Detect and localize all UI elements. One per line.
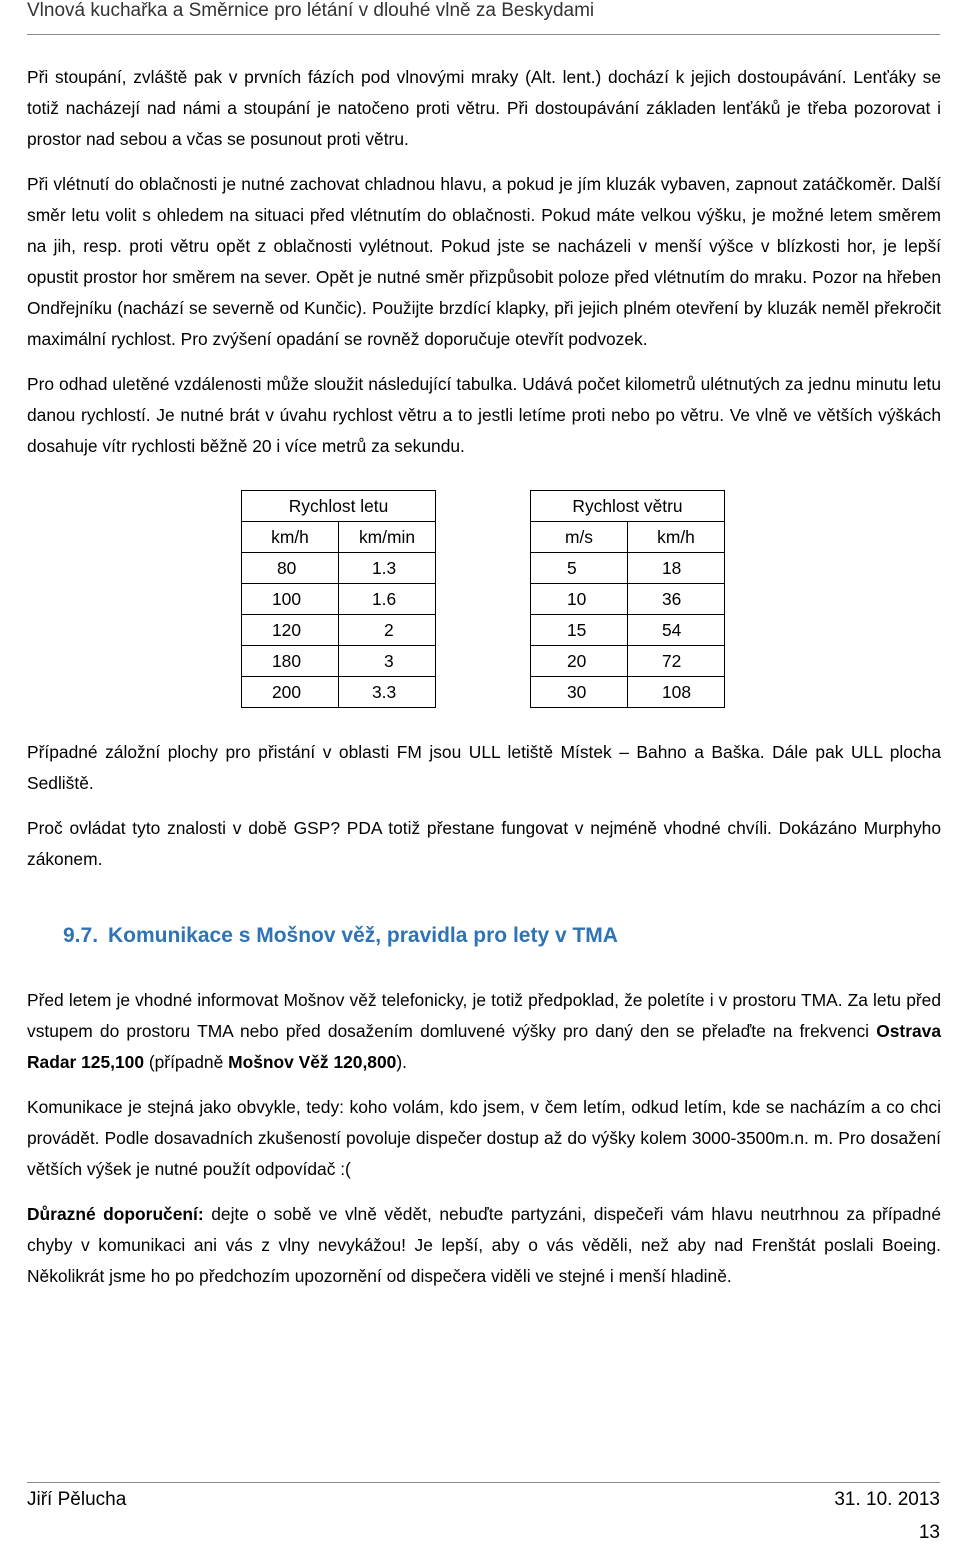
table-col-header: km/h	[242, 522, 339, 553]
paragraph: Pro odhad uletěné vzdálenosti může sloužit následující tabulka. Udává počet kilometrů ulétnutých za jednu minutu letu danou rychlostí. Je nutné brát v úvahu rychlost větru a to jestli letíme proti nebo po větru. Ve vlně ve větších výškách dosahuje vítr rychlosti běžně 20 i více metrů za sekundu.	[27, 374, 941, 456]
table-cell: 2	[339, 615, 436, 646]
flight-speed-table	[241, 490, 436, 708]
table-row	[531, 584, 725, 615]
paragraph: Komunikace je stejná jako obvykle, tedy: koho volám, kdo jsem, v čem letím, odkud letím, kde se nacházím a co chci provádět. Podle dosavadních zkušeností povoluje dispečer dostup až do výšky kolem 3000-3500m.n. m. Pro dosažení větších výšek je nutné použít odpovídač :(	[27, 1097, 941, 1179]
table-cell: 5	[531, 553, 628, 584]
table-row	[242, 615, 436, 646]
paragraph: Proč ovládat tyto znalosti v době GSP? PDA totiž přestane fungovat v nejméně vhodné chvíli. Dokázáno Murphyho zákonem.	[27, 818, 941, 869]
table-cell: 20	[531, 646, 628, 677]
emphasis-label: Důrazné doporučení:	[27, 1204, 204, 1224]
table-cell: 72	[628, 646, 725, 677]
table-row	[242, 646, 436, 677]
paragraph: Při stoupání, zvláště pak v prvních fázích pod vlnovými mraky (Alt. lent.) dochází k jejich dostoupávání. Lenťáky se totiž nacházejí nad námi a stoupání je natočeno proti větru. Při dostoupávání základen lenťáků je třeba pozorovat i prostor nad sebou a včas se posunout proti větru.	[27, 67, 941, 149]
table-cell: 15	[531, 615, 628, 646]
table-cell: 3	[339, 646, 436, 677]
footer-author: Jiří Pělucha	[27, 1489, 127, 1510]
paragraph: Při vlétnutí do oblačnosti je nutné zachovat chladnou hlavu, a pokud je jím kluzák vybaven, zapnout zatáčkoměr. Další směr letu volit s ohledem na situaci před vlétnutím do oblačnosti. Pokud máte velkou výšku, je možné letem směrem na jih, resp. proti větru opět z oblačnosti vylétnout. Pokud jste se nacházeli v menší výšce v blízkosti hor, je lepší opustit prostor hor směrem na sever. Opět je nutné směr přizpůsobit poloze před vlétnutím do mraku. Pozor na hřeben Ondřejníku (nachází se severně od Kunčic). Použijte brzdící klapky, při jejich plném otevření by kluzák neměl překročit maximální rychlost. Pro zvýšení opadání se rovněž doporučuje otevřít podvozek.	[27, 174, 941, 349]
header-title: Vlnová kuchařka a Směrnice pro létání v dlouhé vlně za Beskydami	[27, 0, 595, 21]
table-cell: 10	[531, 584, 628, 615]
paragraph: Případné záložní plochy pro přistání v oblasti FM jsou ULL letiště Místek – Bahno a Baška. Dále pak ULL plocha Sedliště.	[27, 742, 941, 793]
footer-date: 31. 10. 2013	[834, 1489, 940, 1510]
table-row	[242, 677, 436, 708]
paragraph-text: Před letem je vhodné informovat Mošnov věž telefonicky, je totiž předpoklad, že poletíte i v prostoru TMA. Za letu před vstupem do prostoru TMA nebo před dosažením domluvené výšky pro daný den se přelaďte na frekvenci	[27, 990, 941, 1041]
table-row	[531, 553, 725, 584]
paragraph-text: dejte o sobě ve vlně vědět, nebuďte partyzáni, dispečeři vám hlavu neutrhnou za případné chyby v komunikaci ani vás z vlny nevykážou! Je lepší, aby o vás věděli, než aby nad Frenštát poslali Boeing. Několikrát jsme ho po předchozím upozornění od dispečera viděli ve stejné i menší hladině.	[27, 1204, 941, 1286]
table-cell: 108	[628, 677, 725, 708]
table-row	[242, 584, 436, 615]
footer-divider	[27, 1482, 940, 1483]
table-cell: 1.3	[339, 553, 436, 584]
table-cell: 3.3	[339, 677, 436, 708]
table-row	[242, 553, 436, 584]
paragraph	[27, 985, 941, 1078]
table-cell: 100	[242, 584, 339, 615]
table-cell: 80	[242, 553, 339, 584]
table-group-header: Rychlost větru	[531, 491, 725, 522]
table-cell: 18	[628, 553, 725, 584]
table-col-header: km/h	[628, 522, 725, 553]
table-cell: 54	[628, 615, 725, 646]
section-title: Komunikace s Mošnov věž, pravidla pro lety v TMA	[108, 924, 618, 947]
section-number: 9.7.	[63, 924, 99, 947]
wind-speed-table	[530, 490, 725, 708]
paragraph	[27, 1199, 941, 1292]
page-number: 13	[918, 1522, 940, 1543]
table-cell: 1.6	[339, 584, 436, 615]
frequency-radar: Ostrava Radar 125,100	[27, 1021, 941, 1072]
table-cell: 180	[242, 646, 339, 677]
page-content	[27, 62, 941, 1292]
running-header	[27, 0, 940, 35]
table-col-header: km/min	[339, 522, 436, 553]
table-row	[531, 615, 725, 646]
table-row	[531, 677, 725, 708]
table-group-header: Rychlost letu	[242, 491, 436, 522]
paragraph-text: (případně	[144, 1052, 229, 1072]
tables-block	[27, 490, 941, 715]
section-heading	[27, 915, 941, 957]
table-cell: 36	[628, 584, 725, 615]
frequency-tower: Mošnov Věž 120,800	[228, 1052, 397, 1072]
table-col-header: m/s	[531, 522, 628, 553]
paragraph-text: ).	[396, 1052, 407, 1072]
table-row	[531, 646, 725, 677]
table-cell: 120	[242, 615, 339, 646]
table-cell: 30	[531, 677, 628, 708]
table-cell: 200	[242, 677, 339, 708]
